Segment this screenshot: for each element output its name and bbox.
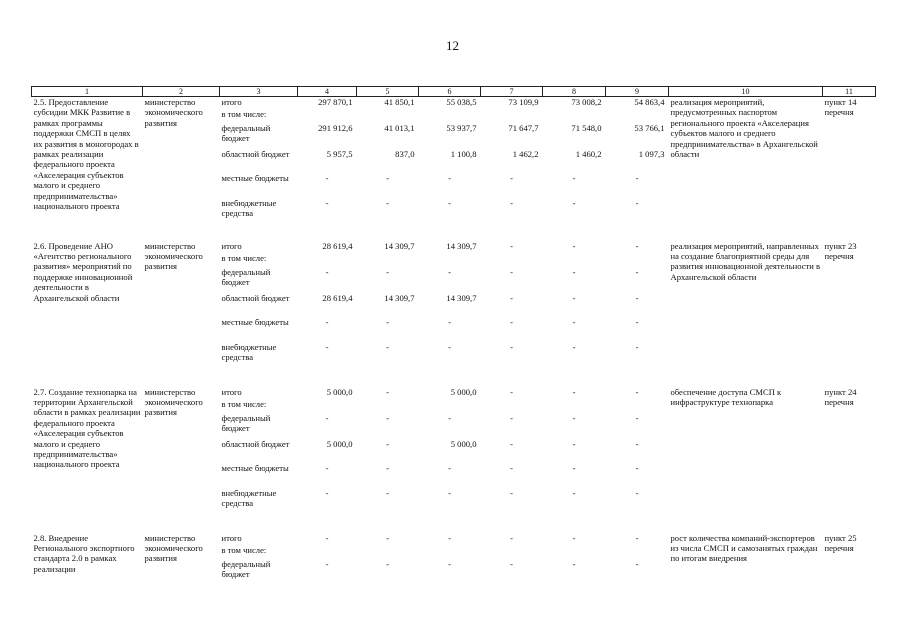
funding-value: - <box>635 487 639 498</box>
funding-value: 5 000,0 <box>326 386 353 397</box>
funding-source-label: в том числе: <box>221 544 267 555</box>
funding-value: - <box>386 316 389 327</box>
funding-value <box>357 253 419 267</box>
funding-source-label: местные бюджеты <box>221 172 289 183</box>
funding-value: - <box>386 462 389 473</box>
funding-value: - <box>635 316 639 327</box>
funding-value <box>298 253 357 267</box>
funding-value: - <box>635 240 639 251</box>
funding-value: - <box>448 532 451 543</box>
funding-value: - <box>572 341 576 352</box>
funding-value: - <box>510 532 513 543</box>
funding-source-label: местные бюджеты <box>221 316 289 327</box>
activity-title: 2.6. Проведение АНО «Агентство регионального развития» мероприятий по поддержке инновационной деятельности в Архангельской области <box>33 240 133 303</box>
funding-value: 14 309,7 <box>384 292 415 303</box>
column-number: 3 <box>220 87 298 97</box>
funding-value: 297 870,1 <box>318 97 353 107</box>
funding-value: - <box>572 462 576 473</box>
funding-value: - <box>386 197 389 208</box>
funding-value: - <box>448 172 451 183</box>
funding-value <box>606 545 669 559</box>
funding-value: - <box>510 172 513 183</box>
funding-value: - <box>448 462 451 473</box>
column-number: 10 <box>669 87 823 97</box>
column-number: 8 <box>543 87 606 97</box>
activity-reference: пункт 23 перечня <box>824 240 857 261</box>
funding-source-label: итого <box>221 532 242 543</box>
funding-value: 291 912,6 <box>318 122 353 133</box>
page-number: 12 <box>446 38 459 53</box>
funding-value: 71 548,0 <box>571 122 602 133</box>
funding-value: - <box>572 438 576 449</box>
funding-value: 53 937,7 <box>446 122 477 133</box>
funding-value <box>419 253 481 267</box>
funding-value: - <box>325 558 329 569</box>
column-number: 2 <box>143 87 220 97</box>
column-number: 1 <box>32 87 143 97</box>
funding-value: 5 957,5 <box>326 148 353 159</box>
funding-source-label: федеральный бюджет <box>221 266 271 287</box>
funding-value: - <box>510 412 513 423</box>
funding-value: - <box>448 341 451 352</box>
funding-value: 73 008,2 <box>571 97 602 107</box>
funding-value: - <box>572 197 576 208</box>
funding-source-label: внебюджетные средства <box>221 341 277 362</box>
funding-value: - <box>448 487 451 498</box>
funding-value: - <box>572 487 576 498</box>
funding-source-label: итого <box>221 97 242 107</box>
funding-value: 837,0 <box>395 148 415 159</box>
row-spacer <box>32 367 876 387</box>
funding-value: - <box>510 266 513 277</box>
funding-value: - <box>325 532 329 543</box>
column-number: 4 <box>298 87 357 97</box>
funding-source-label: федеральный бюджет <box>221 122 271 143</box>
funding-source-label: в том числе: <box>221 252 267 263</box>
funding-source-label: федеральный бюджет <box>221 558 271 579</box>
funding-value <box>357 545 419 559</box>
activity-result: обеспечение доступа СМСП к инфраструктуре технопарка <box>670 386 782 407</box>
funding-value <box>543 399 606 413</box>
funding-value <box>357 399 419 413</box>
funding-value <box>419 399 481 413</box>
funding-value: - <box>510 197 513 208</box>
funding-value: - <box>572 240 576 251</box>
funding-value: - <box>325 412 329 423</box>
activity-row <box>32 533 876 545</box>
funding-value: - <box>635 438 639 449</box>
funding-value: - <box>572 532 576 543</box>
funding-source-label: итого <box>221 240 242 251</box>
funding-value: - <box>510 341 513 352</box>
funding-value: 41 013,1 <box>384 122 415 133</box>
activity-title: 2.8. Внедрение Регионального экспортного стандарта 2.0 в рамках реализации <box>33 532 135 574</box>
funding-value: - <box>448 316 451 327</box>
funding-value: - <box>386 412 389 423</box>
funding-value: - <box>572 558 576 569</box>
funding-source-label: областной бюджет <box>221 292 290 303</box>
funding-value <box>481 109 543 123</box>
funding-value: - <box>635 558 639 569</box>
funding-value <box>298 109 357 123</box>
funding-value: 73 109,9 <box>508 97 539 107</box>
funding-value: - <box>510 438 513 449</box>
funding-value <box>543 109 606 123</box>
funding-source-label: в том числе: <box>221 108 267 119</box>
funding-value: - <box>635 386 639 397</box>
funding-value <box>606 109 669 123</box>
funding-value: - <box>325 172 329 183</box>
funding-value: 71 647,7 <box>508 122 539 133</box>
column-number: 9 <box>606 87 669 97</box>
funding-value <box>606 253 669 267</box>
funding-value: - <box>572 316 576 327</box>
funding-value: - <box>635 172 639 183</box>
funding-value <box>543 253 606 267</box>
funding-value: - <box>386 266 389 277</box>
funding-value <box>481 545 543 559</box>
funding-value <box>298 399 357 413</box>
funding-value: - <box>386 172 389 183</box>
activity-reference: пункт 25 перечня <box>824 532 857 553</box>
funding-value <box>606 399 669 413</box>
funding-source-label: внебюджетные средства <box>221 197 277 218</box>
funding-value: - <box>572 172 576 183</box>
funding-value: - <box>635 266 639 277</box>
funding-value: 28 619,4 <box>322 292 353 303</box>
funding-value: - <box>572 386 576 397</box>
funding-value: - <box>325 266 329 277</box>
funding-value <box>298 545 357 559</box>
activity-reference: пункт 24 перечня <box>824 386 857 407</box>
funding-value: 41 850,1 <box>384 97 415 107</box>
funding-value <box>481 253 543 267</box>
funding-value: - <box>635 292 639 303</box>
funding-source-label: в том числе: <box>221 398 267 409</box>
spacer-cell <box>32 367 876 387</box>
funding-source-label: внебюджетные средства <box>221 487 277 508</box>
funding-source-label: местные бюджеты <box>221 462 289 473</box>
funding-value: - <box>510 558 513 569</box>
funding-value: 1 460,2 <box>575 148 602 159</box>
column-number: 11 <box>823 87 876 97</box>
funding-value: - <box>635 412 639 423</box>
activity-result: реализация мероприятий, направленных на создание благоприятной среды для развития инновационной деятельности в Архангельской области <box>670 240 821 282</box>
funding-value: - <box>635 341 639 352</box>
funding-source-label: областной бюджет <box>221 148 290 159</box>
funding-value: 14 309,7 <box>384 240 415 251</box>
funding-value: - <box>510 316 513 327</box>
funding-value: - <box>510 386 513 397</box>
column-number-row <box>32 87 876 97</box>
funding-value <box>419 545 481 559</box>
funding-value: - <box>386 386 389 397</box>
activity-result: реализация мероприятий, предусмотренных паспортом регионального проекта «Акселерация субъектов малого и среднего предпринимательства» в Архангельской области <box>670 97 818 160</box>
funding-value: 1 462,2 <box>512 148 539 159</box>
funding-source-label: федеральный бюджет <box>221 412 271 433</box>
funding-value: 28 619,4 <box>322 240 353 251</box>
table-body <box>32 97 876 585</box>
activity-row <box>32 97 876 109</box>
funding-value: - <box>510 240 513 251</box>
funding-value: - <box>510 462 513 473</box>
funding-value: - <box>386 558 389 569</box>
funding-value: - <box>325 487 329 498</box>
funding-value: - <box>510 292 513 303</box>
activity-reference: пункт 14 перечня <box>824 97 857 118</box>
funding-value: 5 000,0 <box>326 438 353 449</box>
column-number: 5 <box>357 87 419 97</box>
funding-value: - <box>572 292 576 303</box>
funding-value: 1 100,8 <box>450 148 477 159</box>
funding-value: - <box>448 558 451 569</box>
funding-value: - <box>325 462 329 473</box>
funding-value: 55 038,5 <box>446 97 477 107</box>
funding-value: - <box>386 341 389 352</box>
column-number: 6 <box>419 87 481 97</box>
activity-title: 2.7. Создание технопарка на территории Архангельской области в рамках реализации федерального проекта «Акселерация субъектов малого и среднего предпринимательства» национального проекта <box>33 386 141 470</box>
funding-value: - <box>448 266 451 277</box>
activity-title: 2.5. Предоставление субсидии МКК Развитие в рамках программы поддержки СМСП в целях их развития в моногородах в рамках реализации федерального проекта «Акселерация субъектов малого и среднего предпринимательства» национального проекта <box>33 97 139 212</box>
activity-row <box>32 241 876 253</box>
funding-source-label: итого <box>221 386 242 397</box>
funding-value: - <box>386 487 389 498</box>
funding-value: - <box>635 197 639 208</box>
funding-value <box>543 545 606 559</box>
funding-value <box>419 109 481 123</box>
program-activities-table <box>31 86 876 585</box>
funding-value: - <box>325 341 329 352</box>
funding-value: - <box>325 197 329 208</box>
spacer-cell <box>32 513 876 533</box>
funding-value <box>357 109 419 123</box>
funding-source-label: областной бюджет <box>221 438 290 449</box>
funding-value: - <box>386 532 389 543</box>
activity-executor: министерство экономического развития <box>144 97 203 128</box>
funding-value: - <box>386 438 389 449</box>
column-number: 7 <box>481 87 543 97</box>
spacer-cell <box>32 223 876 241</box>
funding-value: 1 097,3 <box>638 148 665 159</box>
funding-value: - <box>448 197 451 208</box>
funding-value: - <box>325 316 329 327</box>
row-spacer <box>32 223 876 241</box>
funding-value: - <box>572 266 576 277</box>
funding-value: 5 000,0 <box>450 386 477 397</box>
funding-value: - <box>448 412 451 423</box>
funding-value: 5 000,0 <box>450 438 477 449</box>
activity-row <box>32 387 876 399</box>
activity-result: рост количества компаний-экспортеров из числа СМСП и самозанятых граждан по итогам внедрения <box>670 532 818 564</box>
funding-value: - <box>510 487 513 498</box>
funding-value: - <box>635 532 639 543</box>
funding-value: 54 863,4 <box>634 97 665 107</box>
funding-value: - <box>635 462 639 473</box>
row-spacer <box>32 513 876 533</box>
funding-value: - <box>572 412 576 423</box>
activity-executor: министерство экономического развития <box>144 532 203 564</box>
funding-value: 53 766,1 <box>634 122 665 133</box>
funding-value: 14 309,7 <box>446 240 477 251</box>
activity-executor: министерство экономического развития <box>144 386 203 418</box>
activity-executor: министерство экономического развития <box>144 240 203 272</box>
funding-value: 14 309,7 <box>446 292 477 303</box>
funding-value <box>481 399 543 413</box>
